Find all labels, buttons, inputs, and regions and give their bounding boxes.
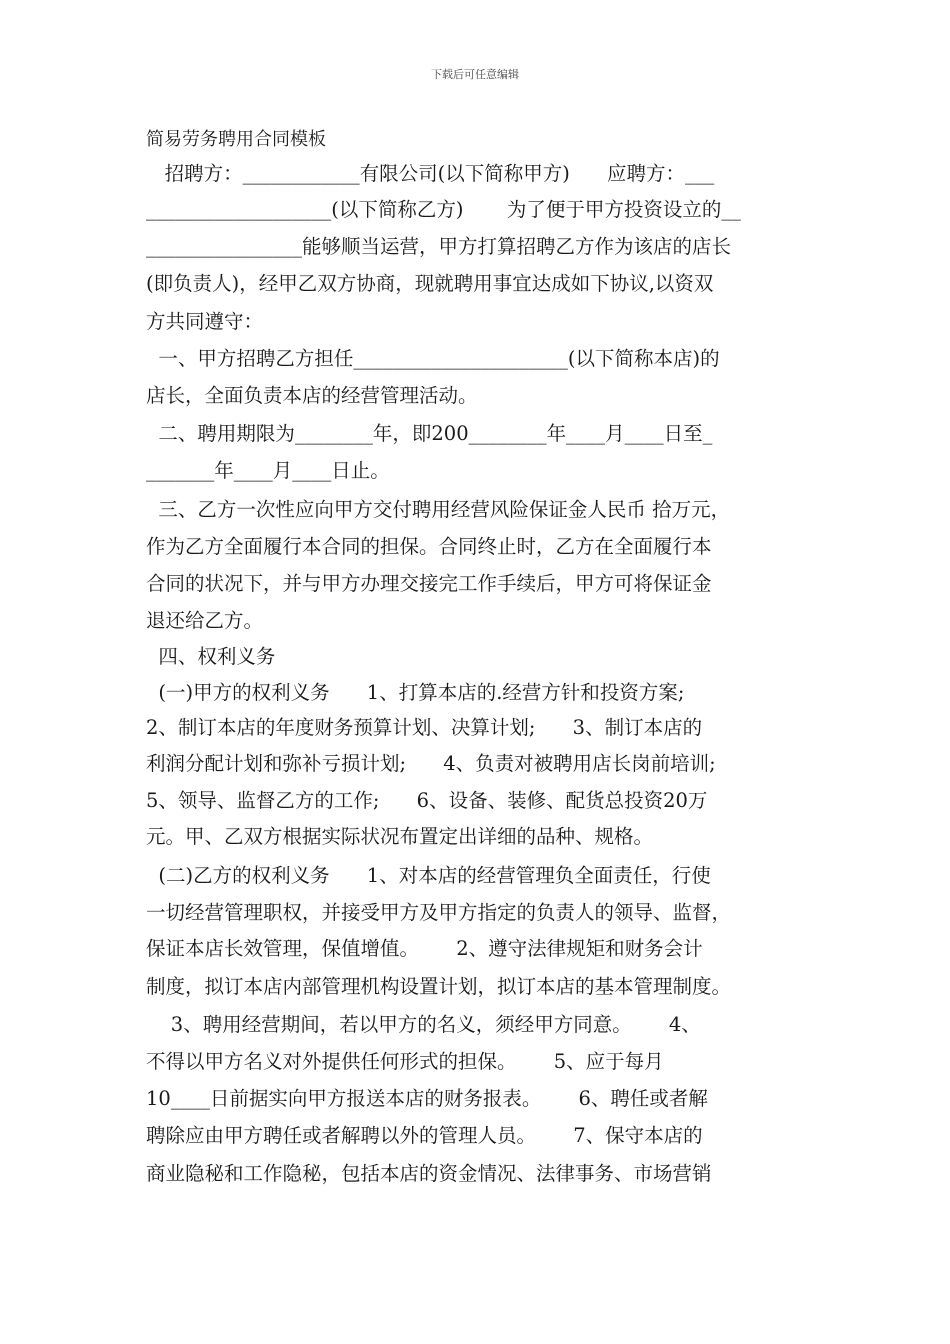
paragraph-line: ________________能够顺当运营，甲方打算招聘乙方作为该店的店长 (146, 235, 732, 258)
paragraph-line: 制度，拟订本店内部管理机构设置计划，拟订本店的基本管理制度。 (146, 975, 732, 998)
paragraph-line: 5、领导、监督乙方的工作; 6、设备、装修、配货总投资20万 (146, 789, 708, 812)
paragraph-line: 10____日前据实向甲方报送本店的财务报表。 6、聘任或者解 (146, 1087, 708, 1110)
paragraph-line: 作为乙方全面履行本合同的担保。合同终止时，乙方在全面履行本 (146, 535, 712, 558)
paragraph-line: 三、乙方一次性应向甲方交付聘用经营风险保证金人民币 拾万元， (146, 498, 731, 521)
paragraph-line: 利润分配计划和弥补亏损计划; 4、负责对被聘用店长岗前培训; (146, 752, 716, 775)
paragraph-line: 聘除应由甲方聘任或者解聘以外的管理人员。 7、保守本店的 (146, 1124, 703, 1147)
paragraph-line: 3、聘用经营期间，若以甲方的名义，须经甲方同意。 4、 (146, 1013, 701, 1036)
document-title: 简易劳务聘用合同模板 (146, 129, 326, 150)
paragraph-line: 2、制订本店的年度财务预算计划、决算计划; 3、制订本店的 (146, 716, 703, 739)
paragraph-line: 店长，全面负责本店的经营管理活动。 (146, 384, 478, 407)
paragraph-line: (即负责人)，经甲乙双方协商，现就聘用事宜达成如下协议,以资双 (146, 272, 714, 295)
paragraph-line: (二)乙方的权利义务 1、对本店的经营管理负全面责任，行使 (146, 864, 711, 887)
paragraph-line: 方共同遵守： (146, 310, 264, 333)
paragraph-line: 元。甲、乙双方根据实际状况布置定出详细的品种、规格。 (146, 825, 654, 848)
paragraph-line: (一)甲方的权利义务 1、打算本店的.经营方针和投资方案; (146, 681, 685, 704)
paragraph-line: 商业隐秘和工作隐秘，包括本店的资金情况、法律事务、市场营销 (146, 1162, 712, 1185)
paragraph-line: 退还给乙方。 (146, 609, 264, 632)
paragraph-line: 不得以甲方名义对外提供任何形式的担保。 5、应于每月 (146, 1050, 664, 1073)
paragraph-line: 一、甲方招聘乙方担任______________________(以下简称本店)的 (146, 347, 720, 370)
paragraph-line: 招聘方：____________有限公司(以下简称甲方) 应聘方：___ (146, 162, 715, 185)
paragraph-line: 四、权利义务 (146, 645, 276, 668)
paragraph-line: _______年____月____日止。 (146, 459, 390, 482)
page-header: 下载后可任意编辑 (431, 68, 519, 81)
paragraph-line: ___________________(以下简称乙方) 为了便于甲方投资设立的__ (146, 198, 741, 221)
paragraph-line: 保证本店长效管理，保值增值。 2、遵守法律规矩和财务会计 (146, 937, 703, 960)
paragraph-line: 二、聘用期限为________年，即200________年____月____日至_ (146, 422, 713, 445)
paragraph-line: 一切经营管理职权，并接受甲方及甲方指定的负责人的领导、监督， (146, 901, 732, 924)
paragraph-line: 合同的状况下，并与甲方办理交接完工作手续后，甲方可将保证金 (146, 572, 712, 595)
